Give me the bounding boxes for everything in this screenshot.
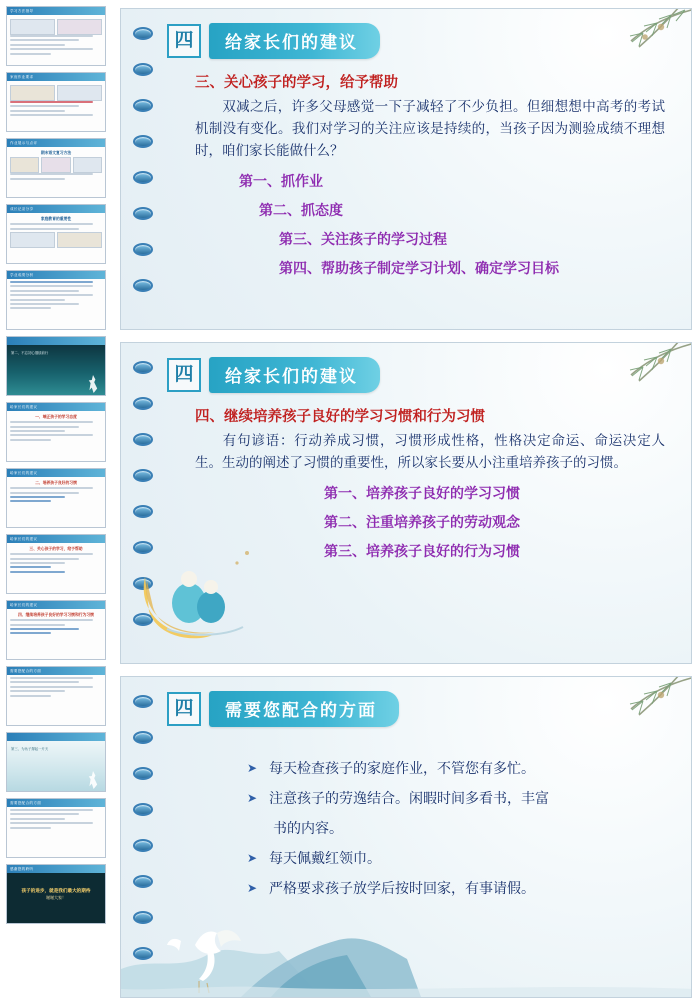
slide-content: [167, 677, 675, 997]
list-item-text: 每天佩戴红领巾。: [269, 850, 381, 866]
slide-body: [173, 737, 671, 991]
thumbnail-slide-14[interactable]: [6, 864, 106, 924]
thumbnail-body-14: [7, 873, 105, 923]
thumbnail-image: [41, 157, 70, 173]
thumbnail-heading: 期末语文复习方法: [40, 151, 72, 155]
thumbnail-lines: [10, 421, 102, 441]
thumbnail-title-9: 给家长们的建议: [7, 535, 105, 543]
list-item: [247, 873, 671, 903]
thumbnail-scene: [7, 345, 105, 395]
slide-number-badge: 四: [167, 692, 201, 726]
slide-title-row: [167, 23, 675, 59]
thumbnail-heading: 家庭教育的重要性: [40, 217, 72, 221]
thumbnail-image-row: [10, 232, 102, 248]
slide-list: [120, 8, 692, 998]
thumbnail-lines: [10, 553, 102, 573]
thumbnail-lines: [10, 223, 102, 229]
thumbnail-subheading: 谢谢大家！: [46, 895, 66, 901]
thumbnail-image-row: [10, 157, 102, 173]
thumbnail-lines: [10, 677, 102, 697]
thumbnail-title-3: 作业展示与点评: [7, 139, 105, 147]
thumbnail-image: [10, 19, 55, 35]
slide-number-badge: 四: [167, 358, 201, 392]
paragraph-text: 双减之后，许多父母感觉一下子减轻了不少负担。但细想想中高考的考试机制没有变化。我们对学习的关注应该是持续的，当孩子因为测验成绩不理想时，咱们家长能做什么？: [195, 99, 665, 158]
thumbnail-lines: [10, 487, 102, 502]
thumbnail-body-4: [7, 213, 105, 263]
thumbnail-title-10: 给家长们的建议: [7, 601, 105, 609]
thumbnail-body-1: [7, 15, 105, 65]
thumbnail-image: [10, 232, 55, 248]
list-item-continuation: 书的内容。: [273, 820, 343, 836]
thumbnail-heading: 一、端正孩子的学习态度: [35, 415, 77, 419]
thumbnail-slide-6[interactable]: [6, 336, 106, 396]
thumbnail-slide-5[interactable]: [6, 270, 106, 330]
thumbnail-body-2: [7, 81, 105, 131]
list-item: [247, 783, 671, 843]
thumbnail-lines: [10, 619, 102, 634]
thumbnail-slide-10[interactable]: [6, 600, 106, 660]
slide-title-row: [167, 357, 675, 393]
thumbnail-slide-12[interactable]: [6, 732, 106, 792]
thumbnail-slide-13[interactable]: [6, 798, 106, 858]
thumbnail-body-10: [7, 609, 105, 659]
thumbnail-title-2: 家庭作业要求: [7, 73, 105, 81]
thumbnail-slide-2[interactable]: [6, 72, 106, 132]
thumbnail-body-11: [7, 675, 105, 725]
point-item-3: 第三、关注孩子的学习过程: [279, 231, 447, 247]
thumbnail-heading: 四、继续培养孩子良好的学习习惯和行为习惯: [18, 613, 94, 617]
list-item-text: 注意孩子的劳逸结合。闲暇时间多看书，丰富: [269, 790, 549, 806]
thumbnail-slide-3[interactable]: [6, 138, 106, 198]
thumbnail-title-6: [7, 337, 105, 345]
section-paragraph: [195, 430, 665, 474]
slide-advice-3[interactable]: [120, 8, 692, 330]
thumbnail-image: [10, 157, 39, 173]
list-item: [247, 843, 671, 873]
point-item-2: 第二、抓态度: [259, 202, 343, 218]
thumbnail-image-row: [10, 85, 102, 101]
thumbnail-slide-8[interactable]: [6, 468, 106, 528]
slide-cooperation[interactable]: [120, 676, 692, 998]
bullet-list: [207, 753, 671, 903]
thumbnail-slide-9[interactable]: [6, 534, 106, 594]
section-paragraph: [195, 96, 665, 162]
thumbnail-title-8: 给家长们的建议: [7, 469, 105, 477]
thumbnail-title-11: 需要您配合的方面: [7, 667, 105, 675]
slide-body: [173, 69, 671, 323]
slide-advice-4[interactable]: [120, 342, 692, 664]
thumbnail-body-8: [7, 477, 105, 527]
slide-content: [167, 9, 675, 329]
thumbnail-heading: 二、培养孩子良好的习惯: [35, 481, 77, 485]
point-item-1: 第一、培养孩子良好的学习习惯: [324, 485, 520, 501]
list-item-text: 每天检查孩子的家庭作业，不管您有多忙。: [269, 760, 535, 776]
thumbnail-body-3: [7, 147, 105, 197]
thumbnail-heading: 三、关心孩子的学习，给予帮助: [29, 547, 83, 551]
thumbnail-slide-4[interactable]: [6, 204, 106, 264]
thumbnail-heading: 第三、为孩子撑起一片天: [11, 747, 49, 751]
spiral-binding: [133, 677, 155, 997]
thumbnail-lines: [10, 173, 102, 179]
section-heading: 四、继续培养孩子良好的学习习惯和行为习惯: [195, 409, 485, 425]
thumbnail-image: [57, 85, 102, 101]
slide-title: 需要您配合的方面: [209, 691, 399, 727]
slide-thumbnail-rail[interactable]: [0, 0, 112, 1000]
thumbnail-body-9: [7, 543, 105, 593]
thumbnail-heading: 第二、不忘初心继续前行: [11, 351, 49, 355]
thumbnail-title-7: 给家长们的建议: [7, 403, 105, 411]
thumbnail-title-5: 学业成绩分析: [7, 271, 105, 279]
crane-icon: [87, 771, 99, 789]
thumbnail-lines: [10, 101, 102, 116]
thumbnail-title-1: 学习方法指导: [7, 7, 105, 15]
thumbnail-image: [57, 232, 102, 248]
thumbnail-image: [10, 85, 55, 101]
thumbnail-body-7: [7, 411, 105, 461]
slide-title: 给家长们的建议: [209, 357, 380, 393]
thumbnail-body-13: [7, 807, 105, 857]
thumbnail-heading: 孩子的进步，就是我们最大的期待: [21, 888, 91, 893]
thumbnail-image: [73, 157, 102, 173]
thumbnail-slide-11[interactable]: [6, 666, 106, 726]
thumbnail-title-4: 成长记录分享: [7, 205, 105, 213]
paragraph-text: 有句谚语：行动养成习惯，习惯形成性格，性格决定命运、命运决定人生。生动的阐述了习惯的重要性，所以家长要从小注重培养孩子的习惯。: [195, 433, 665, 470]
thumbnail-body-5: [7, 279, 105, 329]
slide-content: [167, 343, 675, 663]
thumbnail-lines: [10, 281, 102, 309]
section-heading: 三、关心孩子的学习，给予帮助: [195, 75, 398, 91]
thumbnail-image: [57, 19, 102, 35]
thumbnail-lines: [10, 809, 102, 829]
slide-title: 给家长们的建议: [209, 23, 380, 59]
thumbnail-slide-1[interactable]: [6, 6, 106, 66]
point-item-4: 第四、帮助孩子制定学习计划、确定学习目标: [279, 260, 559, 276]
point-item-1: 第一、抓作业: [239, 173, 323, 189]
list-item-text: 严格要求孩子放学后按时回家，有事请假。: [269, 880, 535, 896]
slide-number-badge: 四: [167, 24, 201, 58]
thumbnail-title-12: [7, 733, 105, 741]
slide-title-row: [167, 691, 675, 727]
crane-icon: [87, 375, 99, 393]
spiral-binding: [133, 9, 155, 329]
point-item-2: 第二、注重培养孩子的劳动观念: [324, 514, 520, 530]
thumbnail-slide-7[interactable]: [6, 402, 106, 462]
thumbnail-scene: [7, 741, 105, 791]
point-item-3: 第三、培养孩子良好的行为习惯: [324, 543, 520, 559]
slide-body: [173, 403, 671, 657]
thumbnail-lines: [10, 35, 102, 55]
thumbnail-title-13: 需要您配合的方面: [7, 799, 105, 807]
thumbnail-image-row: [10, 19, 102, 35]
list-item: [247, 753, 671, 783]
thumbnail-title-14: 感谢您的聆听: [7, 865, 105, 873]
